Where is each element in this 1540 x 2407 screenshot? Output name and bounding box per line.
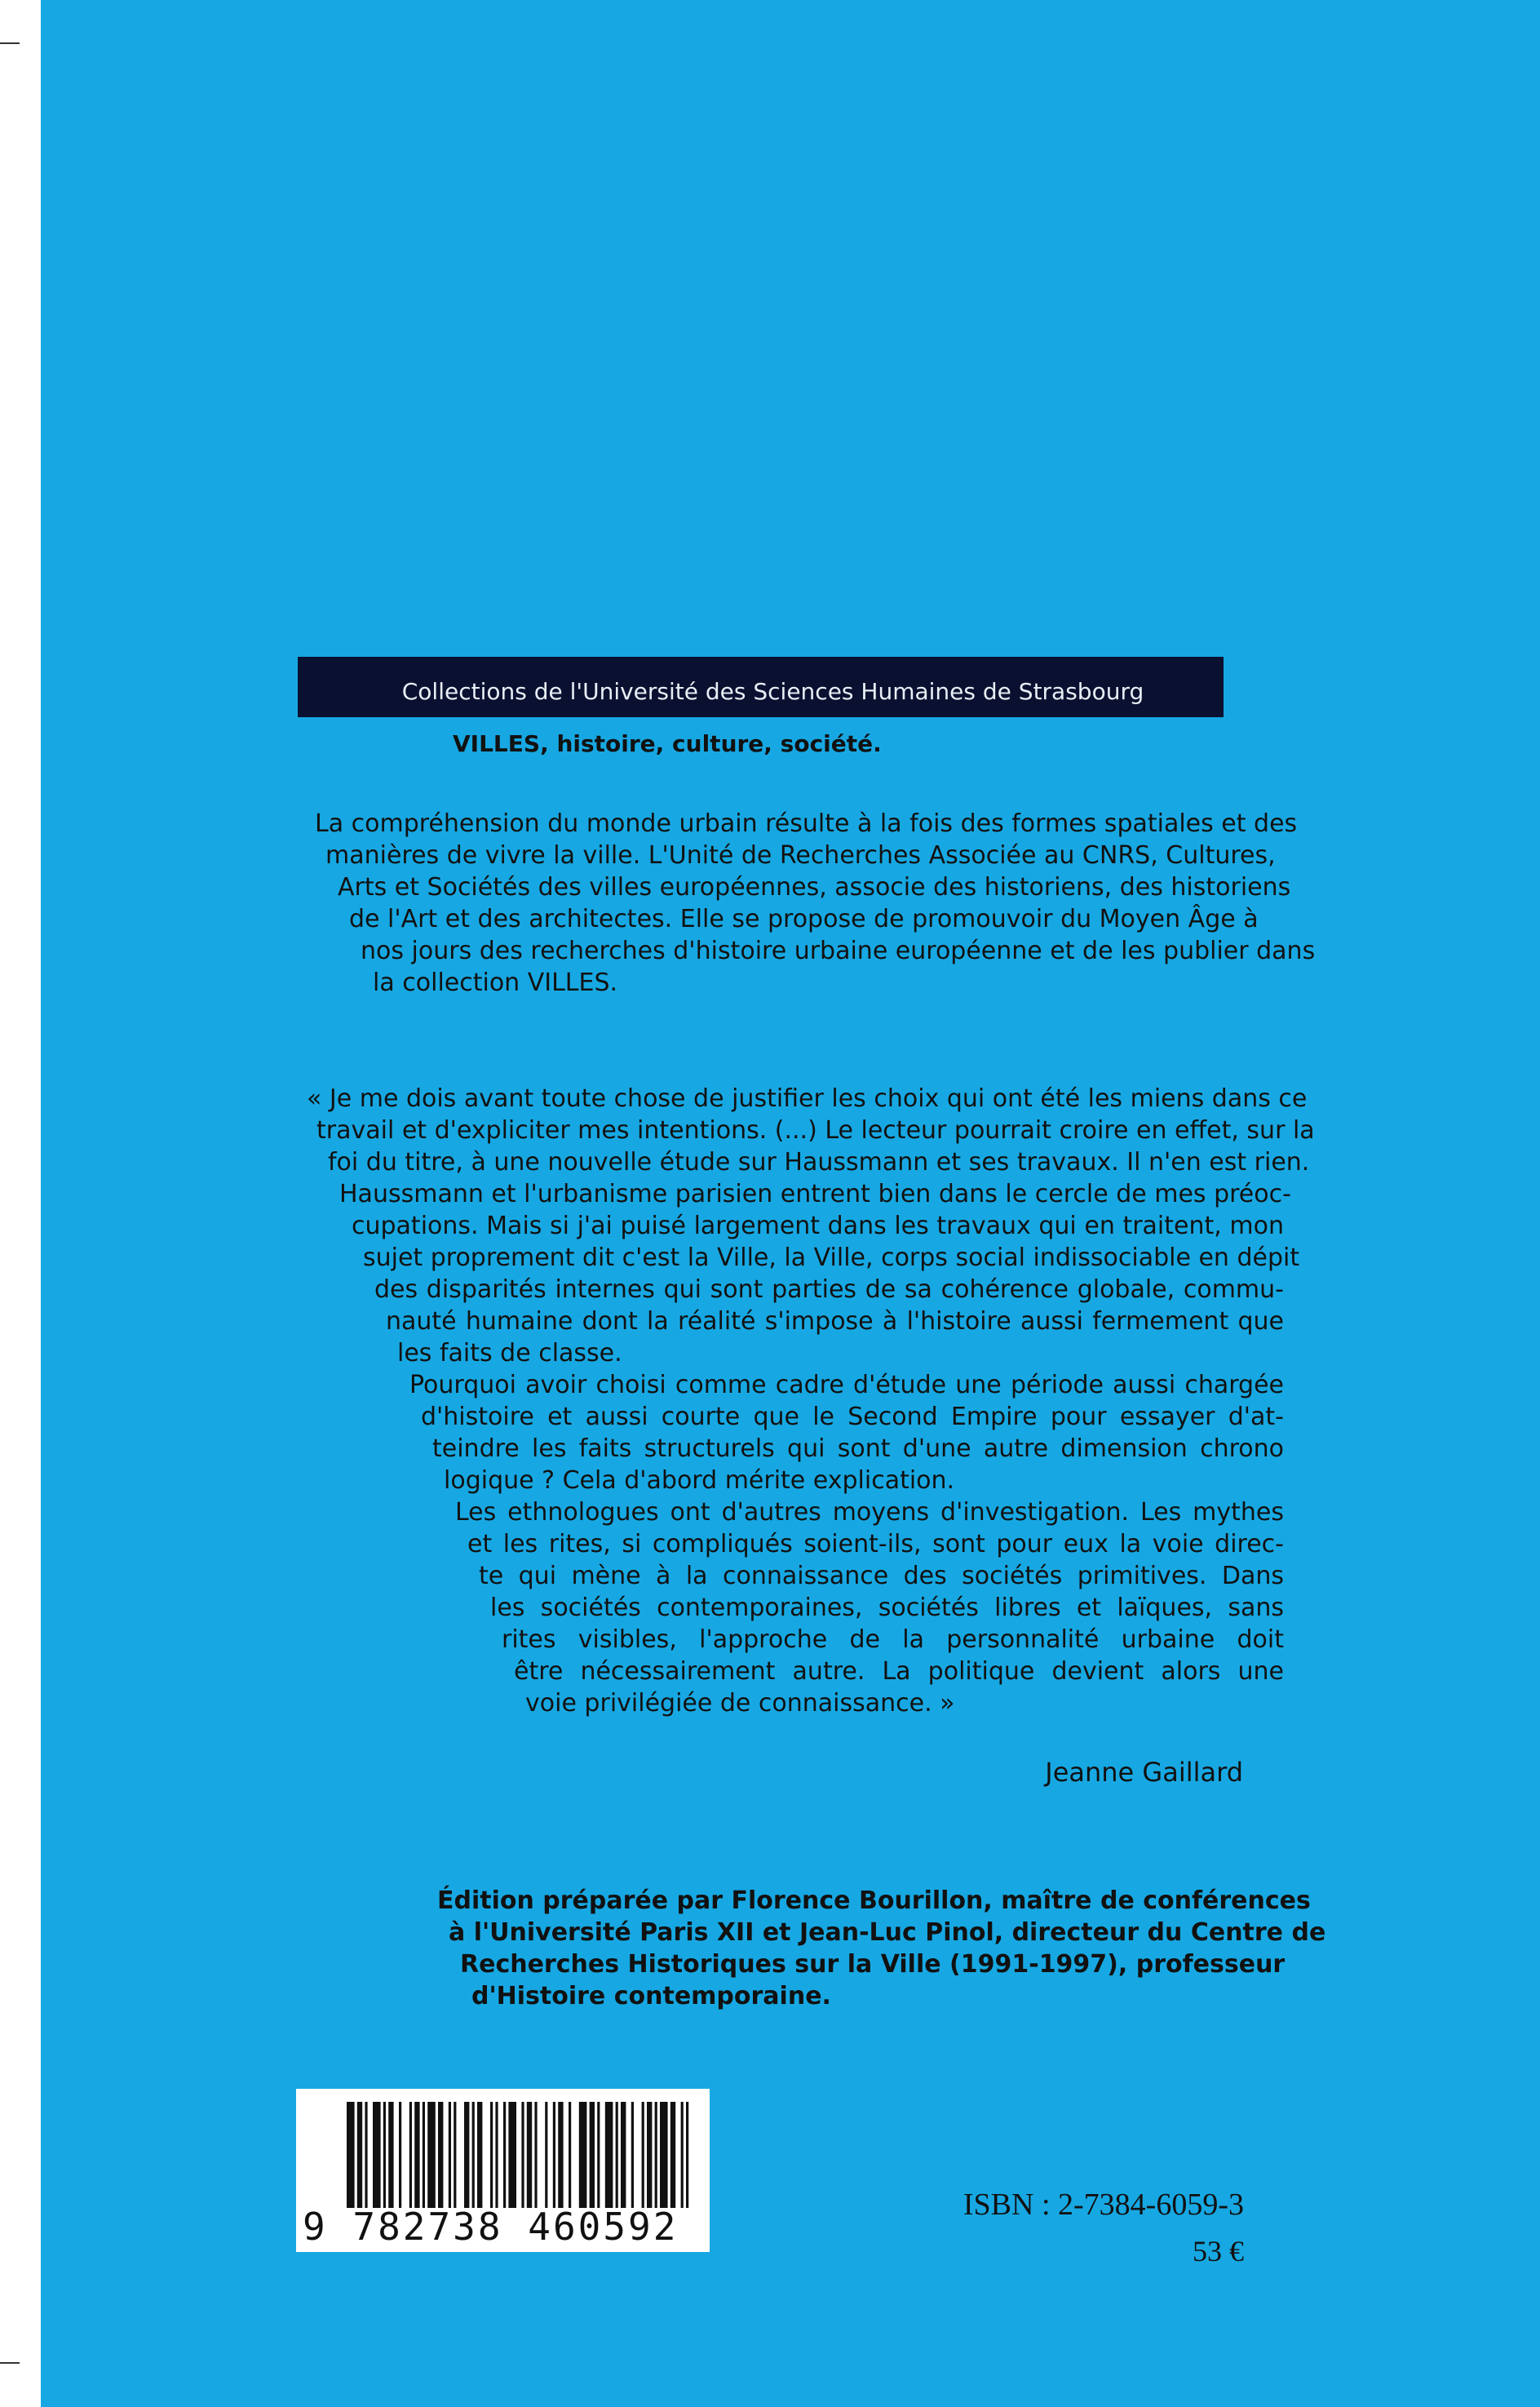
barcode-digits: 9 782738 460592 [303,2205,679,2249]
barcode-bar [686,2102,688,2208]
isbn-number: ISBN : 2-7384-6059-3 [962,2188,1244,2222]
barcode-bar [495,2102,498,2208]
barcode-bar [527,2102,532,2208]
quote-line: rites visibles, l'approche de la personnalité urbaine doit [502,1625,1284,1654]
edition-line: Édition préparée par Florence Bourillon, maître de conférences [437,1886,1311,1915]
barcode-bar [423,2102,425,2208]
intro-line: manières de vivre la ville. L'Unité de Recherches Associée au CNRS, Cultures, [325,841,1276,870]
barcode-bar [655,2102,657,2208]
barcode-bar [590,2102,595,2208]
barcode-bar [388,2102,393,2208]
barcode-bar [558,2102,563,2208]
barcode-bar [670,2102,675,2208]
barcode-bar [477,2102,482,2208]
barcode-bar [383,2102,386,2208]
collection-banner-text: Collections de l'Université des Sciences Humaines de Strasbourg [401,678,1144,705]
barcode-bar [631,2102,634,2208]
barcode-bar [438,2102,443,2208]
page-margin [0,0,41,2407]
crop-mark-bottom [0,2362,20,2364]
barcode-bar [503,2102,506,2208]
price: 53 € [1193,2235,1244,2267]
barcode-bar [621,2102,626,2208]
series-subtitle: VILLES, histoire, culture, société. [453,730,882,757]
barcode-bar [409,2102,412,2208]
intro-line: Arts et Sociétés des villes européennes, associe des historiens, des historiens [338,873,1291,902]
quote-line: Haussmann et l'urbanisme parisien entrent bien dans le cercle de mes préoc- [339,1180,1291,1208]
barcode-bar [642,2102,644,2208]
barcode-bar [373,2102,381,2208]
quote-line: logique ? Cela d'abord mérite explication. [444,1466,955,1495]
edition-line: d'Histoire contemporaine. [471,1982,831,2010]
intro-line: de l'Art et des architectes. Elle se propose de promouvoir du Moyen Âge à [349,905,1259,933]
barcode-bar [449,2102,451,2208]
collection-banner [298,657,1224,717]
quote-line: voie privilégiée de connaissance. » [525,1689,955,1718]
barcode-bar [534,2102,537,2208]
barcode-bar [616,2102,618,2208]
barcode-bar [365,2102,367,2208]
barcode-bar [472,2102,475,2208]
quote-line: des disparités internes qui sont parties de sa cohérence globale, commu- [374,1275,1284,1304]
quote-line: foi du titre, à une nouvelle étude sur Haussmann et ses travaux. Il n'en est rien. [328,1148,1310,1177]
intro-line: La compréhension du monde urbain résulte à la fois des formes spatiales et des [315,809,1298,838]
quote-line: être nécessairement autre. La politique devient alors une [514,1657,1284,1686]
quote-line: « Je me dois avant toute chose de justifier les choix qui ont été les miens dans ce [307,1084,1308,1113]
barcode-bar [569,2102,571,2208]
quote-line: travail et d'expliciter mes intentions. (...) Le lecteur pourrait croire en effet, sur la [316,1116,1315,1145]
barcode-bar [605,2102,613,2208]
intro-line: nos jours des recherches d'histoire urbaine européenne et de les publier dans [361,937,1316,965]
barcode-bar [681,2102,684,2208]
quote-line: les faits de classe. [397,1339,622,1368]
barcode-bar [508,2102,516,2208]
quote-line: cupations. Mais si j'ai puisé largement dans les travaux qui en traitent, mon [352,1212,1284,1240]
quote-line: et les rites, si compliqués soient-ils, sont pour eux la voie direc- [467,1530,1284,1558]
quote-line: Les ethnologues ont d'autres moyens d'investigation. Les mythes [455,1498,1284,1527]
back-cover [41,0,1540,2407]
quote-line: teindre les faits structurels qui sont d'une autre dimension chrono [432,1434,1284,1463]
barcode-bar [647,2102,652,2208]
barcode-bar [521,2102,524,2208]
barcode-bar [490,2102,493,2208]
intro-line: la collection VILLES. [373,969,618,997]
barcode-bar [357,2102,362,2208]
barcode-bar [414,2102,419,2208]
quote-line: Pourquoi avoir choisi comme cadre d'étude une période aussi chargée [409,1371,1284,1399]
crop-mark-top [0,42,20,44]
barcode-bar [545,2102,547,2208]
quote-author: Jeanne Gaillard [1045,1757,1243,1788]
isbn-barcode [296,2089,710,2252]
barcode-bar [347,2102,355,2208]
quote-line: d'histoire et aussi courte que le Second Empire pour essayer d'at- [421,1403,1284,1431]
barcode-bar [399,2102,401,2208]
quote-line: te qui mène à la connaissance des sociétés primitives. Dans [479,1562,1284,1590]
edition-line: Recherches Historiques sur la Ville (1991-1997), professeur [460,1950,1286,1979]
barcode-bar [579,2102,587,2208]
barcode-bar [427,2102,436,2208]
barcode-bar [660,2102,668,2208]
barcode-bar [454,2102,456,2208]
barcode-bar [464,2102,469,2208]
quote-line: les sociétés contemporaines, sociétés libres et laïques, sans [490,1594,1284,1622]
edition-line: à l'Université Paris XII et Jean-Luc Pinol, directeur du Centre de [449,1918,1326,1947]
quote-line: nauté humaine dont la réalité s'impose à l'histoire aussi fermement que [386,1307,1284,1336]
quote-line: sujet proprement dit c'est la Ville, la Ville, corps social indissociable en dépit [363,1243,1300,1272]
barcode-bar [597,2102,600,2208]
barcode-bar [553,2102,555,2208]
